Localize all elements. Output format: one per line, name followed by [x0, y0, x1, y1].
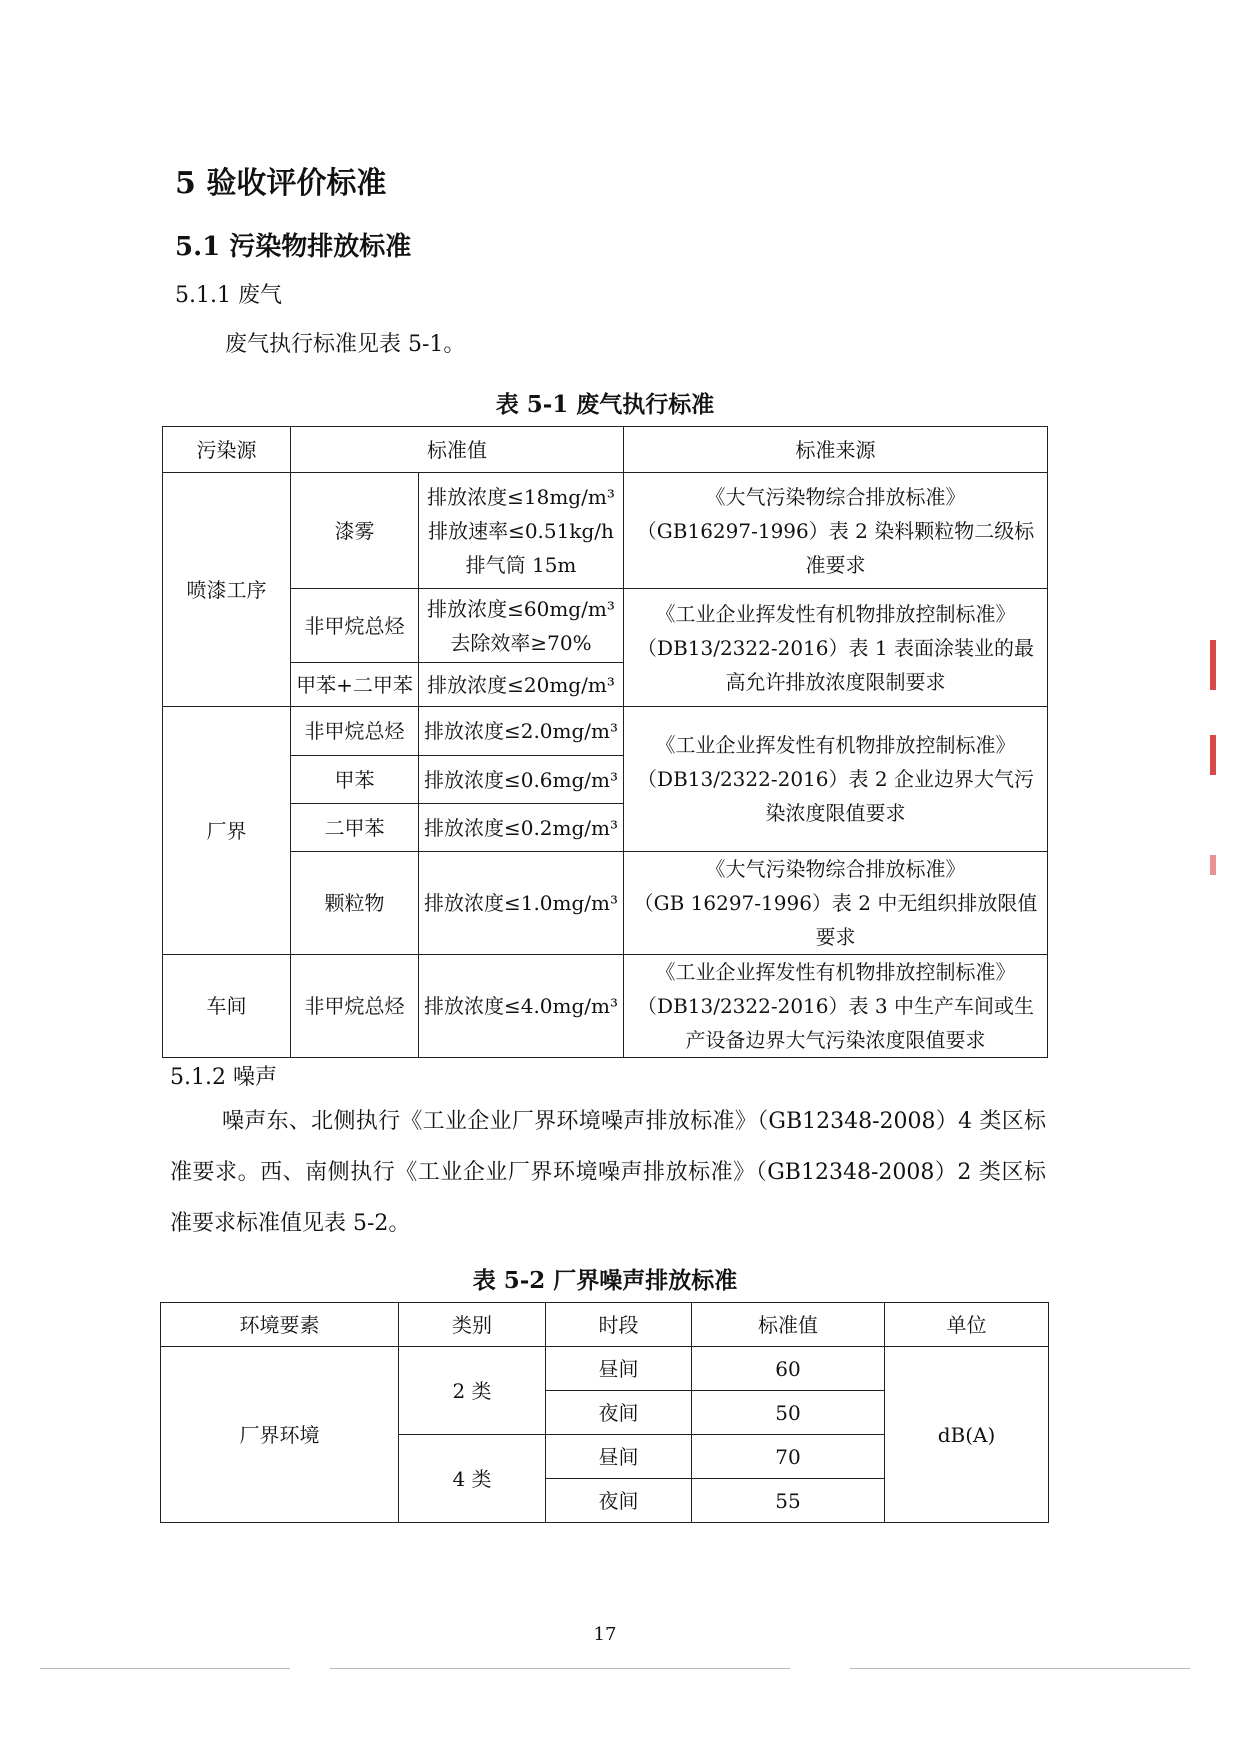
- period-cell: 夜间: [546, 1479, 692, 1523]
- page-number: 17: [593, 1624, 617, 1645]
- header-cell: 环境要素: [161, 1303, 399, 1347]
- gas-standard-table: [162, 426, 1048, 1058]
- pollutant-cell: 二甲苯: [291, 804, 419, 852]
- edge-stamp-mark: [1210, 640, 1216, 690]
- table1-caption: 表 5-1 废气执行标准: [495, 391, 715, 418]
- value-cell: 55: [692, 1479, 885, 1523]
- header-cell: 时段: [546, 1303, 692, 1347]
- pollutant-cell: 甲苯: [291, 756, 419, 804]
- value-cell: 排放浓度≤0.2mg/m³: [419, 804, 624, 852]
- value-cell: 70: [692, 1435, 885, 1479]
- unit-cell: dB(A): [885, 1347, 1049, 1523]
- table-row: [163, 707, 1048, 756]
- source-cell: 车间: [163, 955, 291, 1058]
- table-row: [163, 473, 1048, 589]
- table-header-row: [161, 1303, 1049, 1347]
- pollutant-cell: 颗粒物: [291, 852, 419, 955]
- value-cell: 50: [692, 1391, 885, 1435]
- source-cell: 厂界: [163, 707, 291, 955]
- noise-paragraph: 噪声东、北侧执行《工业企业厂界环境噪声排放标准》（GB12348-2008）4 类区标准要求。西、南侧执行《工业企业厂界环境噪声排放标准》（GB12348-2008）2 类区标准要求标准值见表 5-2。: [170, 1109, 1046, 1236]
- ref-cell: 《大气污染物综合排放标准》 （GB16297-1996）表 2 染料颗粒物二级标准要求: [624, 473, 1048, 589]
- period-cell: 昼间: [546, 1347, 692, 1391]
- header-cell: 标准值: [692, 1303, 885, 1347]
- ref-cell: 《工业企业挥发性有机物排放控制标准》 （DB13/2322-2016）表 2 企业边界大气污染浓度限值要求: [624, 707, 1048, 852]
- table-row: [161, 1347, 1049, 1391]
- value-cell: 排放浓度≤4.0mg/m³: [419, 955, 624, 1058]
- class-cell: 2 类: [399, 1347, 546, 1435]
- subsection-heading: 5.1 污染物排放标准: [175, 232, 412, 262]
- pollutant-cell: 非甲烷总烃: [291, 707, 419, 756]
- scan-artifact-line: [40, 1668, 290, 1669]
- pollutant-cell: 非甲烷总烃: [291, 955, 419, 1058]
- gas-heading: 5.1.1 废气: [175, 283, 282, 308]
- noise-heading: 5.1.2 噪声: [170, 1065, 277, 1090]
- scan-artifact-line: [330, 1668, 790, 1669]
- gas-intro-paragraph: 废气执行标准见表 5-1。: [225, 332, 466, 357]
- pollutant-cell: 甲苯+二甲苯: [291, 663, 419, 707]
- section-heading: 5 验收评价标准: [175, 166, 387, 201]
- noise-standard-table: [160, 1302, 1049, 1523]
- source-cell: 喷漆工序: [163, 473, 291, 707]
- period-cell: 昼间: [546, 1435, 692, 1479]
- value-cell: 排放浓度≤0.6mg/m³: [419, 756, 624, 804]
- value-cell: 排放浓度≤20mg/m³: [419, 663, 624, 707]
- header-cell: 污染源: [163, 427, 291, 473]
- table-header-row: [163, 427, 1048, 473]
- table2-caption: 表 5-2 厂界噪声排放标准: [472, 1267, 738, 1294]
- pollutant-cell: 非甲烷总烃: [291, 589, 419, 663]
- element-cell: 厂界环境: [161, 1347, 399, 1523]
- header-cell: 标准来源: [624, 427, 1048, 473]
- edge-stamp-mark: [1210, 735, 1216, 775]
- value-cell: 排放浓度≤18mg/m³ 排放速率≤0.51kg/h 排气筒 15m: [419, 473, 624, 589]
- class-cell: 4 类: [399, 1435, 546, 1523]
- ref-cell: 《工业企业挥发性有机物排放控制标准》 （DB13/2322-2016）表 3 中生产车间或生产设备边界大气污染浓度限值要求: [624, 955, 1048, 1058]
- value-cell: 排放浓度≤60mg/m³ 去除效率≥70%: [419, 589, 624, 663]
- ref-cell: 《大气污染物综合排放标准》 （GB 16297-1996）表 2 中无组织排放限值要求: [624, 852, 1048, 955]
- value-cell: 60: [692, 1347, 885, 1391]
- header-cell: 标准值: [291, 427, 624, 473]
- edge-stamp-mark: [1210, 855, 1216, 875]
- period-cell: 夜间: [546, 1391, 692, 1435]
- header-cell: 单位: [885, 1303, 1049, 1347]
- table-row: [163, 955, 1048, 1058]
- header-cell: 类别: [399, 1303, 546, 1347]
- table-row: [163, 589, 1048, 663]
- value-cell: 排放浓度≤1.0mg/m³: [419, 852, 624, 955]
- scan-artifact-line: [850, 1668, 1190, 1669]
- ref-cell: 《工业企业挥发性有机物排放控制标准》 （DB13/2322-2016）表 1 表面涂装业的最高允许排放浓度限制要求: [624, 589, 1048, 707]
- pollutant-cell: 漆雾: [291, 473, 419, 589]
- value-cell: 排放浓度≤2.0mg/m³: [419, 707, 624, 756]
- table-row: [163, 852, 1048, 955]
